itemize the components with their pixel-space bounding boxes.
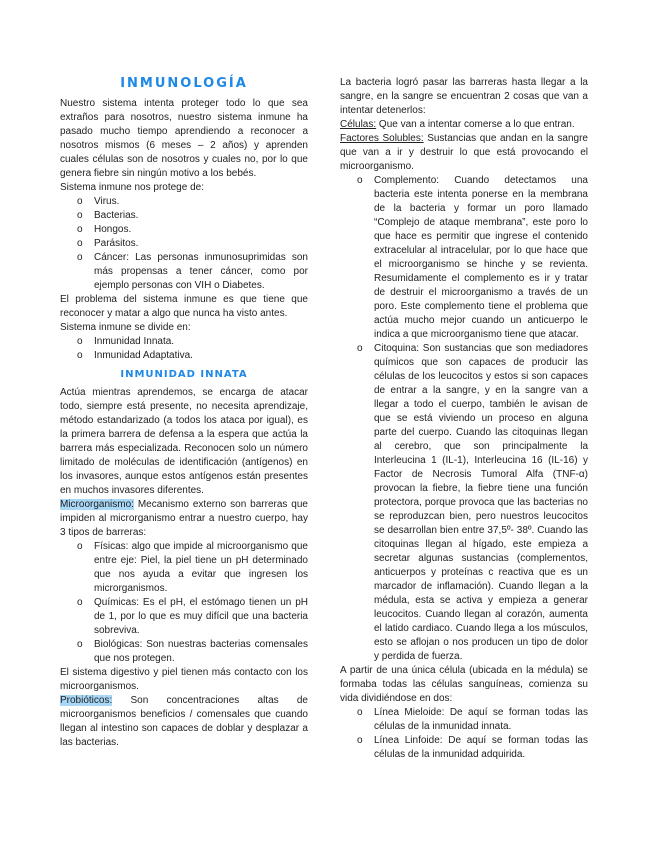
list-item: o Bacterias.: [94, 209, 308, 223]
divides-list: [60, 335, 308, 363]
marrow-paragraph: A partir de una única célula (ubicada en la médula) se formaba todas las células sanguíneas, comienza su vida dividiéndose en dos:: [340, 665, 588, 704]
cells-term: Células:: [340, 119, 377, 130]
list-item: o Complemento: Cuando detectamos una bacteria este intenta ponerse en la membrana de la bacteria y formar un poro llamado “Complejo de ataque membrana”, este poro lo que hace es permitir que ingrese el contenido extracelular al intracelular, por lo que hace que el microorganismo se hinche y se revienta. Resumidamente el complemento es ir y tratar de destruir el microorganismo a través de un poro. Este complemento tiene el problema que actúa mucho mejor cuando un anticuerpo le indica a que microorganismo tiene que atacar.: [374, 174, 588, 342]
right-column: [340, 76, 588, 762]
soluble-text: Sustancias que andan en la sangre que van a ir y destruir lo que está provocando el microorganismo.: [340, 133, 588, 172]
divides-label: Sistema inmune se divide en:: [60, 322, 191, 333]
probiotics-term: Probióticos:: [60, 695, 113, 706]
list-item: o Inmunidad Innata.: [94, 335, 308, 349]
list-item: o Biológicas: Son nuestras bacterias comensales que nos protegen.: [94, 638, 308, 666]
list-item: o Virus.: [94, 195, 308, 209]
list-item: o Línea Mieloide: De aquí se forman todas las células de la inmunidad innata.: [374, 706, 588, 734]
list-item: o Línea Linfoide: De aquí se forman todas las células de la inmunidad adquirida.: [374, 734, 588, 762]
list-item: o Hongos.: [94, 223, 308, 237]
protects-label: Sistema inmune nos protege de:: [60, 182, 204, 193]
left-column: [60, 76, 308, 750]
innate-paragraph: Actúa mientras aprendemos, se encarga de atacar todo, siempre está presente, no necesita aprendizaje, método estandarizado (a todos los ataca por igual), es la primera barrera de defensa a la espera que actúa la barrera más especializada. Reconocen solo un número limitado de moléculas de identificación (antígenos) en los invasores, aunque estos antígenos están presentes en muchos invasores diferentes.: [60, 387, 308, 496]
factors-list: [340, 174, 588, 664]
cells-paragraph: [340, 118, 588, 132]
innate-heading: INMUNIDAD INNATA: [120, 369, 248, 380]
microorganism-term: Microorganismo:: [60, 499, 134, 510]
list-item: o Inmunidad Adaptativa.: [94, 349, 308, 363]
microorganism-text: Mecanismo externo son barreras que impiden al microrganismo entrar a nuestro cuerpo, hay 3 tipos de barreras:: [60, 499, 308, 538]
list-item: o Químicas: Es el pH, el estómago tienen un pH de 1, por lo que es muy difícil que una bacteria sobreviva.: [94, 596, 308, 638]
protects-list: [60, 195, 308, 293]
probiotics-text: Son concentraciones altas de microorganismos beneficios / comensales que cuando llegan al intestino son capaces de doblar y desplazar a las bacterias.: [60, 695, 308, 748]
list-item: o Citoquina: Son sustancias que son mediadores químicos que son capaces de producir las células de los leucocitos y estos si son capaces de entrar a la sangre, y en la sangre van a llegar a todo el cuerpo, también le avisan de que se está viviendo un proceso en alguna parte del cuerpo. Cuando las citoquinas llegan al cerebro, que son principalmente la Interleucina 1 (IL-1), Interleucina 16 (IL-16) y Factor de Necrosis Tumoral Alfa (TNF-α) provocan la fiebre, la fiebre tiene una función protectora, porque provoca que las bacterias no se reproduzcan bien, pero nuestros leucocitos se desarrollan bien entre 37,5º- 38º. Cuando las citoquinas llegan al hígado, este empieza a secretar algunas sustancias (complementos, anticuerpos y proteínas c reactiva que es un marcador de inflamación). Cuando llegan a la médula, esta se activa y empieza a generar leucocitos. Cuando llegan al corazón, aumenta el latido cardiaco. Cuando llega a los músculos, esto se aflojan o nos producen un tipo de dolor y perdida de fuerza.: [374, 342, 588, 664]
probiotics-paragraph: [60, 694, 308, 750]
microorganism-paragraph: [60, 498, 308, 540]
intro-paragraph: Nuestro sistema intenta proteger todo lo que sea extraños para nosotros, nuestro sistema inmune ha pasado mucho tiempo aprendiendo a reconocer a nosotros mismos (6 meses – 2 años) y aprenden cuales células son de nosotros y cuales no, por lo que genera fiebre sin ningún motivo a los bebés.: [60, 98, 308, 179]
digestive-paragraph: El sistema digestivo y piel tienen más contacto con los microorganismos.: [60, 667, 308, 692]
soluble-term: Factores Solubles:: [340, 133, 424, 144]
barriers-list: [60, 540, 308, 666]
soluble-paragraph: [340, 132, 588, 174]
list-item: o Físicas: algo que impide al microorganismo que entre eje: Piel, la piel tiene un pH determinado que nos ayuda a evitar que ingresen los microrganismos.: [94, 540, 308, 596]
list-item: o Cáncer: Las personas inmunosuprimidas son más propensas a tener cáncer, como por ejemplo personas con VIH o Diabetes.: [94, 251, 308, 293]
lines-list: [340, 706, 588, 762]
document-title: INMUNOLOGÍA: [120, 76, 248, 91]
problem-paragraph: El problema del sistema inmune es que tiene que reconocer y matar a algo que nunca ha visto antes.: [60, 294, 308, 319]
cells-text: Que van a intentar comerse a lo que entran.: [376, 119, 575, 130]
blood-intro-paragraph: La bacteria logró pasar las barreras hasta llegar a la sangre, en la sangre se encuentran 2 cosas que van a intentar detenerlos:: [340, 77, 588, 116]
list-item: o Parásitos.: [94, 237, 308, 251]
